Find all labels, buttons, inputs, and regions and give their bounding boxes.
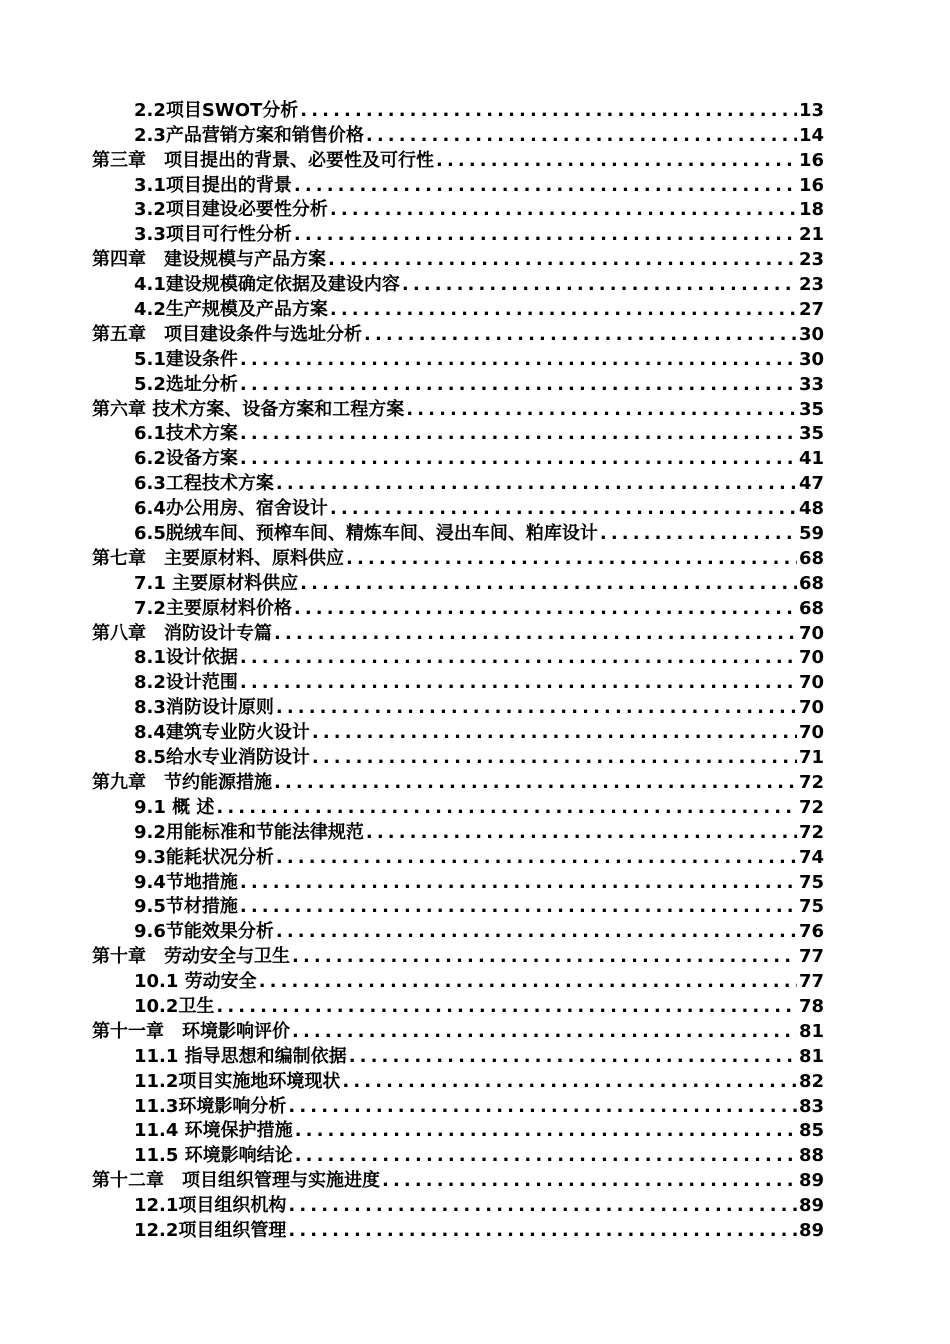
toc-entry-title: 3.1项目提出的背景 bbox=[134, 174, 292, 196]
toc-entry-title: 9.6节能效果分析 bbox=[134, 921, 274, 943]
toc-page-number: 59 bbox=[798, 523, 824, 545]
dot-leader bbox=[328, 248, 797, 272]
toc-section-entry[interactable] bbox=[92, 1218, 824, 1243]
toc-entry-title: 8.4建筑专业防火设计 bbox=[134, 722, 310, 744]
toc-section-entry[interactable] bbox=[92, 446, 824, 471]
dot-leader bbox=[382, 1169, 797, 1193]
toc-page-number: 47 bbox=[798, 473, 824, 495]
toc-chapter-entry[interactable] bbox=[92, 621, 824, 646]
dot-leader bbox=[330, 198, 797, 222]
toc-entry-title: 2.3产品营销方案和销售价格 bbox=[134, 124, 364, 146]
toc-section-entry[interactable] bbox=[92, 1193, 824, 1218]
toc-section-entry[interactable] bbox=[92, 297, 824, 322]
toc-entry-title: 8.1设计依据 bbox=[134, 647, 238, 669]
toc-page-number: 41 bbox=[798, 448, 824, 470]
toc-entry-title: 第九章 节约能源措施 bbox=[92, 771, 272, 793]
dot-leader bbox=[216, 995, 797, 1019]
dot-leader bbox=[259, 970, 797, 994]
dot-leader bbox=[349, 1045, 797, 1069]
dot-leader bbox=[300, 572, 797, 596]
toc-page-number: 70 bbox=[798, 622, 824, 644]
dot-leader bbox=[330, 298, 797, 322]
toc-page-number: 77 bbox=[798, 946, 824, 968]
toc-page-number: 81 bbox=[798, 1045, 824, 1067]
toc-page-number: 78 bbox=[798, 995, 824, 1017]
toc-page-number: 18 bbox=[798, 199, 824, 221]
dot-leader bbox=[294, 174, 797, 198]
toc-entry-title: 7.2主要原材料价格 bbox=[134, 597, 292, 619]
toc-entry-title: 11.1 指导思想和编制依据 bbox=[134, 1045, 347, 1067]
toc-section-entry[interactable] bbox=[92, 820, 824, 845]
toc-section-entry[interactable] bbox=[92, 1119, 824, 1144]
toc-section-entry[interactable] bbox=[92, 745, 824, 770]
table-of-contents bbox=[92, 98, 824, 1243]
toc-page-number: 75 bbox=[798, 896, 824, 918]
toc-page-number: 77 bbox=[798, 971, 824, 993]
toc-entry-title: 11.2项目实施地环境现状 bbox=[134, 1070, 341, 1092]
dot-leader bbox=[342, 1070, 797, 1094]
dot-leader bbox=[274, 622, 797, 646]
toc-chapter-entry[interactable] bbox=[92, 1168, 824, 1193]
dot-leader bbox=[240, 447, 797, 471]
toc-page-number: 16 bbox=[798, 174, 824, 196]
toc-page-number: 89 bbox=[798, 1170, 824, 1192]
dot-leader bbox=[240, 348, 797, 372]
toc-section-entry[interactable] bbox=[92, 422, 824, 447]
toc-page-number: 70 bbox=[798, 672, 824, 694]
dot-leader bbox=[240, 871, 797, 895]
dot-leader bbox=[600, 522, 797, 546]
dot-leader bbox=[216, 796, 797, 820]
dot-leader bbox=[276, 472, 797, 496]
dot-leader bbox=[295, 1144, 797, 1168]
toc-page-number: 70 bbox=[798, 722, 824, 744]
toc-page-number: 89 bbox=[798, 1219, 824, 1241]
toc-page-number: 75 bbox=[798, 871, 824, 893]
toc-section-entry[interactable] bbox=[92, 571, 824, 596]
toc-entry-title: 8.3消防设计原则 bbox=[134, 697, 274, 719]
toc-entry-title: 4.1建设规模确定依据及建设内容 bbox=[134, 274, 400, 296]
toc-entry-title: 6.4办公用房、宿舍设计 bbox=[134, 498, 328, 520]
toc-entry-title: 第六章 技术方案、设备方案和工程方案 bbox=[92, 398, 405, 420]
toc-page-number: 68 bbox=[798, 547, 824, 569]
toc-chapter-entry[interactable] bbox=[92, 944, 824, 969]
toc-page-number: 35 bbox=[798, 423, 824, 445]
toc-page-number: 33 bbox=[798, 373, 824, 395]
dot-leader bbox=[276, 846, 797, 870]
toc-page-number: 72 bbox=[798, 821, 824, 843]
toc-section-entry[interactable] bbox=[92, 123, 824, 148]
dot-leader bbox=[346, 547, 797, 571]
toc-section-entry[interactable] bbox=[92, 695, 824, 720]
toc-page-number: 88 bbox=[798, 1145, 824, 1167]
toc-page-number: 85 bbox=[798, 1120, 824, 1142]
dot-leader bbox=[406, 398, 797, 422]
toc-page-number: 16 bbox=[798, 149, 824, 171]
toc-entry-title: 第十一章 环境影响评价 bbox=[92, 1020, 290, 1042]
dot-leader bbox=[288, 1095, 797, 1119]
toc-section-entry[interactable] bbox=[92, 1044, 824, 1069]
toc-page-number: 23 bbox=[798, 274, 824, 296]
toc-page-number: 23 bbox=[798, 249, 824, 271]
toc-page-number: 74 bbox=[798, 846, 824, 868]
toc-entry-title: 第十章 劳动安全与卫生 bbox=[92, 946, 290, 968]
toc-section-entry[interactable] bbox=[92, 1069, 824, 1094]
dot-leader bbox=[364, 323, 797, 347]
toc-entry-title: 6.2设备方案 bbox=[134, 448, 238, 470]
toc-entry-title: 第八章 消防设计专篇 bbox=[92, 622, 272, 644]
dot-leader bbox=[288, 1219, 797, 1243]
toc-page-number: 68 bbox=[798, 597, 824, 619]
toc-page-number: 70 bbox=[798, 647, 824, 669]
toc-entry-title: 4.2生产规模及产品方案 bbox=[134, 299, 328, 321]
toc-entry-title: 8.2设计范围 bbox=[134, 672, 238, 694]
toc-page-number: 72 bbox=[798, 796, 824, 818]
toc-chapter-entry[interactable] bbox=[92, 397, 824, 422]
toc-section-entry[interactable] bbox=[92, 496, 824, 521]
toc-page-number: 71 bbox=[798, 747, 824, 769]
toc-section-entry[interactable] bbox=[92, 670, 824, 695]
toc-section-entry[interactable] bbox=[92, 521, 824, 546]
toc-page-number: 68 bbox=[798, 572, 824, 594]
toc-entry-title: 5.2选址分析 bbox=[134, 373, 238, 395]
toc-section-entry[interactable] bbox=[92, 845, 824, 870]
toc-section-entry[interactable] bbox=[92, 1143, 824, 1168]
toc-entry-title: 9.1 概 述 bbox=[134, 796, 215, 818]
dot-leader bbox=[276, 696, 797, 720]
toc-entry-title: 11.4 环境保护措施 bbox=[134, 1120, 293, 1142]
dot-leader bbox=[292, 945, 797, 969]
dot-leader bbox=[330, 497, 797, 521]
toc-entry-title: 12.2项目组织管理 bbox=[134, 1219, 287, 1241]
toc-section-entry[interactable] bbox=[92, 347, 824, 372]
toc-section-entry[interactable] bbox=[92, 969, 824, 994]
dot-leader bbox=[402, 273, 797, 297]
toc-section-entry[interactable] bbox=[92, 895, 824, 920]
toc-chapter-entry[interactable] bbox=[92, 322, 824, 347]
toc-page-number: 14 bbox=[798, 124, 824, 146]
toc-entry-title: 11.5 环境影响结论 bbox=[134, 1145, 293, 1167]
toc-section-entry[interactable] bbox=[92, 795, 824, 820]
toc-page-number: 76 bbox=[798, 921, 824, 943]
toc-chapter-entry[interactable] bbox=[92, 148, 824, 173]
toc-entry-title: 5.1建设条件 bbox=[134, 348, 238, 370]
toc-entry-title: 6.1技术方案 bbox=[134, 423, 238, 445]
toc-entry-title: 10.2卫生 bbox=[134, 995, 215, 1017]
toc-chapter-entry[interactable] bbox=[92, 1019, 824, 1044]
dot-leader bbox=[366, 124, 797, 148]
toc-entry-title: 6.3工程技术方案 bbox=[134, 473, 274, 495]
toc-section-entry[interactable] bbox=[92, 870, 824, 895]
toc-page-number: 48 bbox=[798, 498, 824, 520]
toc-entry-title: 第五章 项目建设条件与选址分析 bbox=[92, 323, 362, 345]
toc-entry-title: 11.3环境影响分析 bbox=[134, 1095, 287, 1117]
dot-leader bbox=[274, 771, 797, 795]
toc-page-number: 35 bbox=[798, 398, 824, 420]
dot-leader bbox=[288, 1194, 797, 1218]
toc-page-number: 21 bbox=[798, 224, 824, 246]
dot-leader bbox=[240, 895, 797, 919]
dot-leader bbox=[295, 1119, 797, 1143]
dot-leader bbox=[294, 597, 797, 621]
toc-section-entry[interactable] bbox=[92, 198, 824, 223]
toc-page-number: 70 bbox=[798, 697, 824, 719]
toc-page-number: 27 bbox=[798, 299, 824, 321]
toc-page-number: 13 bbox=[798, 99, 824, 121]
toc-entry-title: 3.3项目可行性分析 bbox=[134, 224, 292, 246]
toc-section-entry[interactable] bbox=[92, 1094, 824, 1119]
dot-leader bbox=[240, 646, 797, 670]
toc-section-entry[interactable] bbox=[92, 372, 824, 397]
dot-leader bbox=[436, 149, 797, 173]
dot-leader bbox=[240, 671, 797, 695]
dot-leader bbox=[312, 746, 797, 770]
toc-entry-title: 第十二章 项目组织管理与实施进度 bbox=[92, 1170, 380, 1192]
toc-entry-title: 第四章 建设规模与产品方案 bbox=[92, 249, 326, 271]
toc-section-entry[interactable] bbox=[92, 471, 824, 496]
dot-leader bbox=[312, 721, 797, 745]
toc-page-number: 30 bbox=[798, 348, 824, 370]
dot-leader bbox=[276, 920, 797, 944]
toc-section-entry[interactable] bbox=[92, 646, 824, 671]
toc-page-number: 72 bbox=[798, 771, 824, 793]
toc-entry-title: 3.2项目建设必要性分析 bbox=[134, 199, 328, 221]
dot-leader bbox=[300, 99, 797, 123]
toc-section-entry[interactable] bbox=[92, 222, 824, 247]
dot-leader bbox=[366, 821, 797, 845]
toc-entry-title: 第七章 主要原材料、原料供应 bbox=[92, 547, 344, 569]
toc-section-entry[interactable] bbox=[92, 596, 824, 621]
toc-entry-title: 6.5脱绒车间、预榨车间、精炼车间、浸出车间、粕库设计 bbox=[134, 523, 598, 545]
toc-page-number: 89 bbox=[798, 1195, 824, 1217]
toc-entry-title: 7.1 主要原材料供应 bbox=[134, 572, 299, 594]
toc-page-number: 81 bbox=[798, 1020, 824, 1042]
toc-section-entry[interactable] bbox=[92, 272, 824, 297]
toc-section-entry[interactable] bbox=[92, 720, 824, 745]
toc-chapter-entry[interactable] bbox=[92, 770, 824, 795]
dot-leader bbox=[294, 223, 797, 247]
toc-entry-title: 第三章 项目提出的背景、必要性及可行性 bbox=[92, 149, 434, 171]
toc-section-entry[interactable] bbox=[92, 173, 824, 198]
toc-entry-title: 8.5给水专业消防设计 bbox=[134, 747, 310, 769]
toc-entry-title: 9.4节地措施 bbox=[134, 871, 238, 893]
toc-entry-title: 9.5节材措施 bbox=[134, 896, 238, 918]
toc-section-entry[interactable] bbox=[92, 994, 824, 1019]
toc-page-number: 82 bbox=[798, 1070, 824, 1092]
toc-page-number: 83 bbox=[798, 1095, 824, 1117]
toc-chapter-entry[interactable] bbox=[92, 247, 824, 272]
toc-entry-title: 9.3能耗状况分析 bbox=[134, 846, 274, 868]
dot-leader bbox=[240, 373, 797, 397]
toc-chapter-entry[interactable] bbox=[92, 546, 824, 571]
toc-entry-title: 10.1 劳动安全 bbox=[134, 971, 257, 993]
dot-leader bbox=[240, 422, 797, 446]
dot-leader bbox=[292, 1020, 797, 1044]
toc-section-entry[interactable] bbox=[92, 919, 824, 944]
toc-entry-title: 2.2项目SWOT分析 bbox=[134, 99, 299, 121]
toc-entry-title: 9.2用能标准和节能法律规范 bbox=[134, 821, 364, 843]
toc-page-number: 30 bbox=[798, 323, 824, 345]
toc-section-entry[interactable] bbox=[92, 98, 824, 123]
toc-entry-title: 12.1项目组织机构 bbox=[134, 1195, 287, 1217]
